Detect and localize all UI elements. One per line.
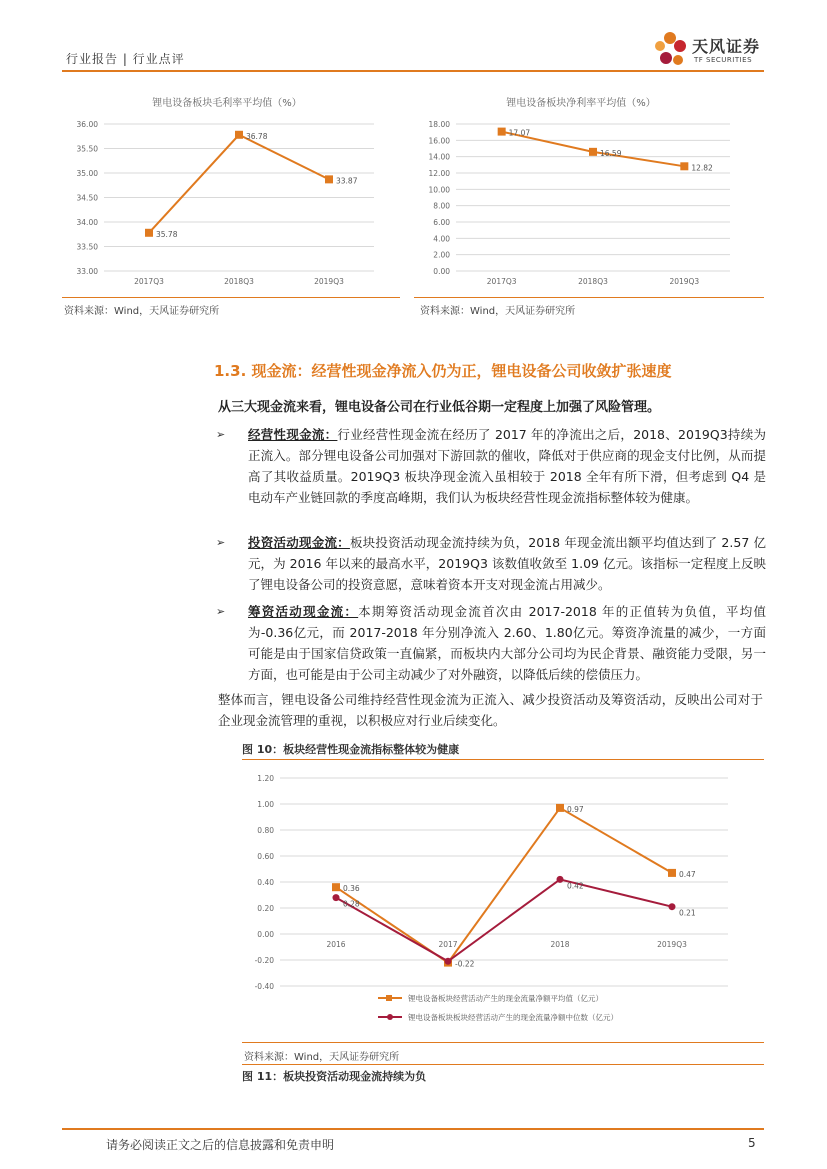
x-tick-label: 2017Q3 xyxy=(486,277,517,286)
header-divider xyxy=(62,70,764,72)
y-tick-label: 35.50 xyxy=(76,144,98,154)
data-point xyxy=(235,131,243,139)
summary-paragraph: 整体而言，锂电设备公司维持经营性现金流为正流入、减少投资活动及筹资活动，反映出公司对于企业现金流管理的重视，以积极应对行业后续变化。 xyxy=(218,692,763,728)
data-point xyxy=(557,876,564,883)
fig10-bottom-divider xyxy=(242,1042,764,1043)
y-tick-label: 2.00 xyxy=(433,250,450,260)
data-point xyxy=(668,869,676,877)
bullet-financing xyxy=(216,601,768,685)
x-tick-label: 2018 xyxy=(550,940,570,949)
fig10-title: 图 10：板块经营性现金流指标整体较为健康 xyxy=(242,743,460,756)
report-category: 行业报告 | 行业点评 xyxy=(66,52,185,66)
bullet-body: 板块投资活动现金流持续为负，2018 年现金流出额平均值达到了 2.57 亿元，为 2016 年以来的最高水平，2019Q3 该数值收敛至 1.09 亿元。该指标一定程度上反映了锂电设备公司的投资意愿，意味着资本开支对现金流占用减少。 xyxy=(248,535,766,592)
data-label: 16.59 xyxy=(600,148,622,158)
y-tick-label: 34.50 xyxy=(76,193,98,203)
y-tick-label: 12.00 xyxy=(428,169,450,178)
y-tick-label: 33.50 xyxy=(76,242,98,252)
data-point xyxy=(325,175,333,183)
y-tick-label: 34.00 xyxy=(76,218,98,227)
x-tick-label: 2018Q3 xyxy=(224,277,254,286)
footer-disclaimer: 请务必阅读正文之后的信息披露和免责申明 xyxy=(106,1138,335,1152)
chart1-title: 锂电设备板块毛利率平均值（%） xyxy=(152,98,302,109)
chart3-operating-cashflow xyxy=(242,762,764,1038)
legend-label: 锂电设备板块板块经营活动产生的现金流量净额中位数（亿元） xyxy=(408,1013,618,1022)
y-tick-label: 8.00 xyxy=(433,201,450,211)
data-label: 12.82 xyxy=(691,163,713,173)
legend-marker xyxy=(386,995,392,1001)
data-label: 17.07 xyxy=(508,128,531,138)
bullet-operating xyxy=(216,424,768,524)
x-tick-label: 2017 xyxy=(438,940,458,949)
y-tick-label: 0.00 xyxy=(257,930,274,939)
chart1-divider xyxy=(62,297,400,298)
data-point xyxy=(556,804,564,812)
y-tick-label: 36.00 xyxy=(76,120,98,129)
chart1-gross-margin xyxy=(62,110,402,295)
fig10-source: 资料来源：Wind，天风证券研究所 xyxy=(244,1052,400,1063)
data-label: -0.22 xyxy=(455,959,475,969)
y-tick-label: 35.00 xyxy=(76,169,98,178)
x-tick-label: 2016 xyxy=(326,940,346,949)
bullet-head: 筹资活动现金流： xyxy=(248,604,359,619)
data-label: 0.42 xyxy=(567,881,584,891)
footer-divider xyxy=(62,1128,764,1130)
y-tick-label: 18.00 xyxy=(428,120,450,129)
y-tick-label: 0.80 xyxy=(257,826,274,835)
y-tick-label: 33.00 xyxy=(76,267,98,276)
legend-label: 锂电设备板块经营活动产生的现金流量净额平均值（亿元） xyxy=(408,994,603,1003)
data-label: 0.21 xyxy=(679,908,696,918)
arrow-bullet-icon: ➢ xyxy=(216,428,226,441)
y-tick-label: 16.00 xyxy=(428,136,450,146)
legend-marker xyxy=(387,1014,393,1020)
data-point xyxy=(498,128,506,136)
y-tick-label: -0.40 xyxy=(254,982,274,991)
logo-en: TF SECURITIES xyxy=(694,56,753,64)
bullet-body: 本期筹资活动现金流首次由 2017-2018 年的正值转为负值，平均值为-0.36亿元，而 2017-2018 年分别净流入 2.60、1.80亿元。筹资净流量的减少，一方面可能是由于国家信贷政策一直偏紧，而板块内大部分公司均为民企背景、融资能力受限，另一方面，也可能是由于公司主动减少了对外融资，以降低后续的偿债压力。 xyxy=(248,604,766,682)
y-tick-label: 0.60 xyxy=(257,852,274,861)
data-point xyxy=(145,229,153,237)
arrow-bullet-icon: ➢ xyxy=(216,536,226,549)
y-tick-label: -0.20 xyxy=(254,956,274,965)
y-tick-label: 10.00 xyxy=(428,185,450,195)
x-tick-label: 2019Q3 xyxy=(669,277,700,286)
chart1-source: 资料来源：Wind，天风证券研究所 xyxy=(64,306,220,317)
data-label: 0.47 xyxy=(679,869,696,879)
section-title: 1.3. 现金流：经营性现金净流入仍为正，锂电设备公司收敛扩张速度 xyxy=(214,362,672,380)
bullet-body: 行业经营性现金流在经历了 2017 年的净流出之后，2018、2019Q3持续为正流入。部分锂电设备公司加强对下游回款的催收，降低对于供应商的现金支付比例，从而提高了其收益质量。2019Q3 板块净现金流入虽相较于 2018 全年有所下滑，但考虑到 Q4 是电动车产业链回款的季度高峰期，我们认为板块经营性现金流指标整体较为健康。 xyxy=(248,427,766,505)
y-tick-label: 6.00 xyxy=(433,218,450,227)
data-label: 35.78 xyxy=(156,229,178,239)
chart2-title: 锂电设备板块净利率平均值（%） xyxy=(506,98,656,109)
y-tick-label: 0.20 xyxy=(257,904,274,913)
data-point xyxy=(445,958,452,965)
data-point xyxy=(333,894,340,901)
y-tick-label: 4.00 xyxy=(433,234,450,244)
series-line xyxy=(336,808,672,963)
y-tick-label: 0.00 xyxy=(433,267,450,276)
bullet-head: 经营性现金流： xyxy=(248,427,338,442)
x-tick-label: 2019Q3 xyxy=(314,277,344,286)
series-line xyxy=(149,135,329,233)
chart2-divider xyxy=(414,297,764,298)
bullet-investing xyxy=(216,532,768,596)
y-tick-label: 1.20 xyxy=(257,774,274,783)
x-tick-label: 2019Q3 xyxy=(657,940,687,949)
fig11-title: 图 11：板块投资活动现金流持续为负 xyxy=(242,1070,427,1083)
data-label: 0.28 xyxy=(343,899,360,909)
data-label: 36.78 xyxy=(246,131,268,141)
y-tick-label: 1.00 xyxy=(257,800,274,809)
bullet-head: 投资活动现金流： xyxy=(248,535,350,550)
fig11-top-divider xyxy=(242,1064,764,1065)
data-label: 33.87 xyxy=(336,176,358,186)
y-tick-label: 14.00 xyxy=(428,152,450,162)
y-tick-label: 0.40 xyxy=(257,878,274,887)
section-lead: 从三大现金流来看，锂电设备公司在行业低谷期一定程度上加强了风险管理。 xyxy=(218,400,661,415)
chart2-net-margin xyxy=(414,110,764,295)
chart2-source: 资料来源：Wind，天风证券研究所 xyxy=(420,306,576,317)
data-label: 0.36 xyxy=(343,884,360,894)
data-point xyxy=(589,148,597,156)
data-point xyxy=(680,162,688,170)
data-label: 0.97 xyxy=(567,804,584,814)
arrow-bullet-icon: ➢ xyxy=(216,605,226,618)
company-logo xyxy=(652,28,764,72)
data-point xyxy=(332,883,340,891)
logo-cn: 天风证券 xyxy=(692,37,761,56)
x-tick-label: 2018Q3 xyxy=(578,277,608,286)
data-point xyxy=(669,903,676,910)
logo-petal-icon xyxy=(652,28,692,72)
page-number: 5 xyxy=(748,1136,756,1150)
fig10-top-divider xyxy=(242,759,764,760)
x-tick-label: 2017Q3 xyxy=(134,277,164,286)
